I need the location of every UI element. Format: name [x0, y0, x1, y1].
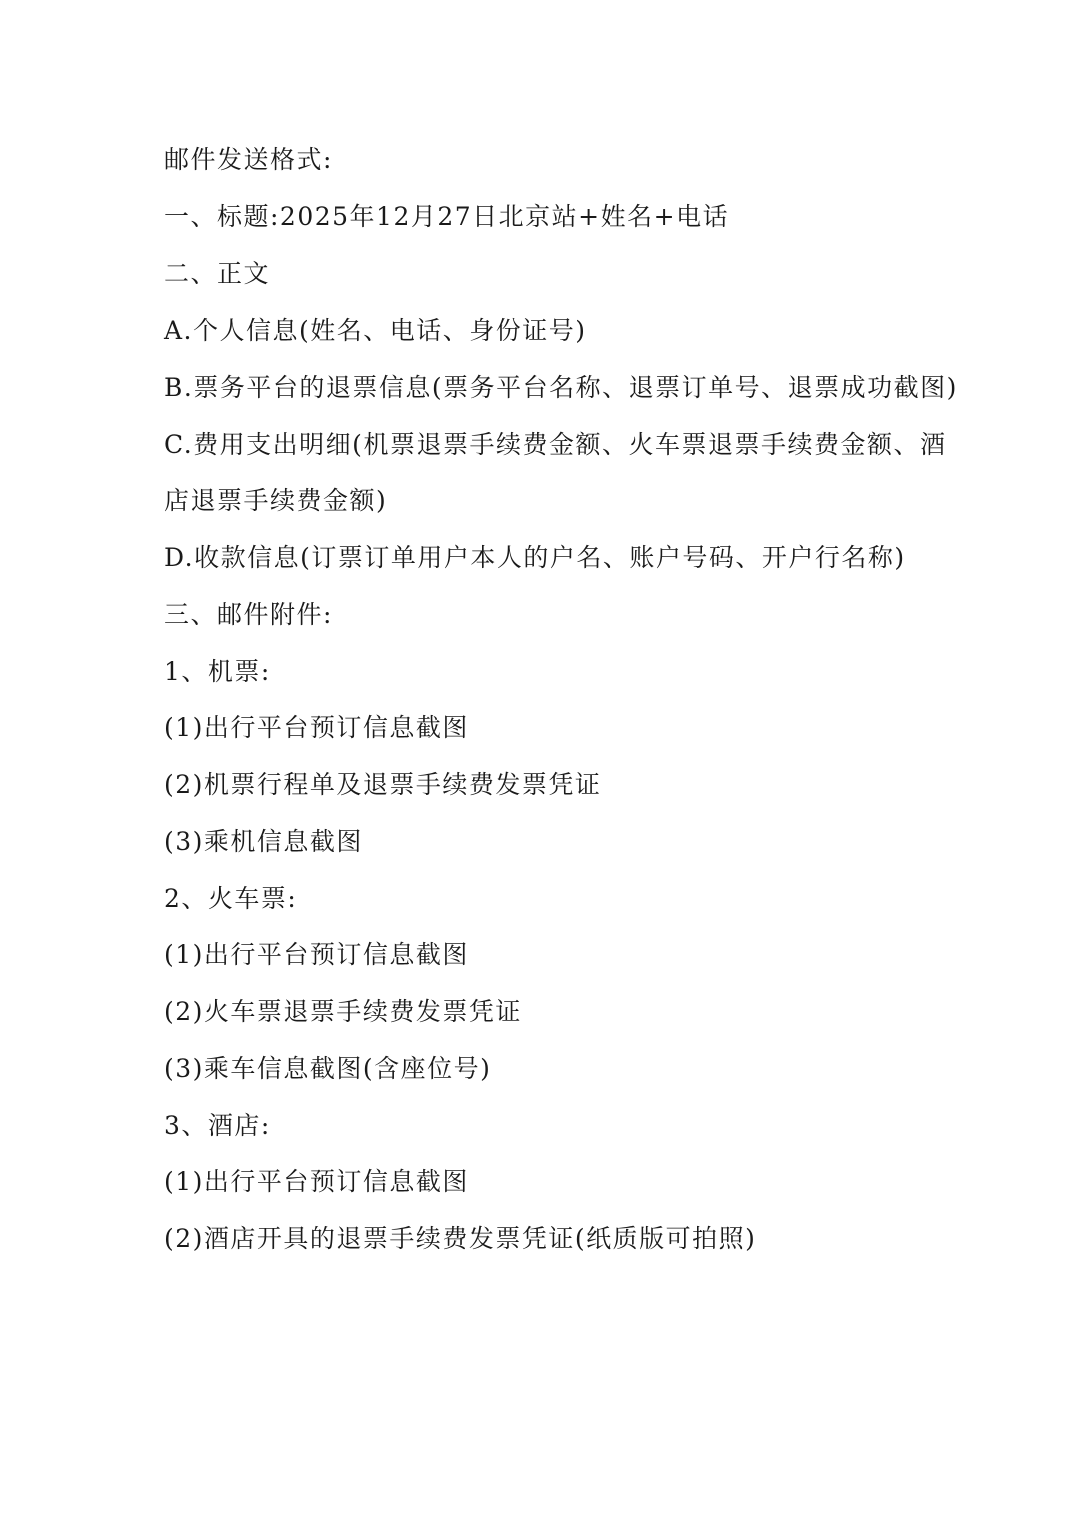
- attachment-air-item: (3)乘机信息截图: [164, 827, 363, 856]
- body-item-d: D.收款信息(订票订单用户本人的户名、账户号码、开户行名称): [164, 543, 906, 572]
- attachment-group-air-title: 1、机票:: [164, 657, 271, 686]
- body-item-a: A.个人信息(姓名、电话、身份证号): [164, 316, 587, 345]
- section-title-body: 二、正文: [164, 259, 271, 288]
- attachment-air-item: (2)机票行程单及退票手续费发票凭证: [164, 770, 602, 799]
- section-title-attachments: 三、邮件附件:: [164, 600, 333, 629]
- section-title-subject: 一、标题:2025年12月27日北京站+姓名+电话: [164, 202, 730, 231]
- attachment-hotel-item: (2)酒店开具的退票手续费发票凭证(纸质版可拍照): [164, 1224, 757, 1253]
- attachment-group-hotel-title: 3、酒店:: [164, 1111, 271, 1140]
- attachment-air-item: (1)出行平台预订信息截图: [164, 713, 469, 742]
- attachment-group-train-title: 2、火车票:: [164, 884, 298, 913]
- document-heading: 邮件发送格式:: [164, 145, 333, 174]
- attachment-hotel-item: (1)出行平台预订信息截图: [164, 1167, 469, 1196]
- attachment-train-item: (2)火车票退票手续费发票凭证: [164, 997, 522, 1026]
- attachment-train-item: (1)出行平台预订信息截图: [164, 940, 469, 969]
- body-item-c-line1: C.费用支出明细(机票退票手续费金额、火车票退票手续费金额、酒: [164, 430, 947, 459]
- body-item-c-line2: 店退票手续费金额): [164, 486, 388, 515]
- attachment-train-item: (3)乘车信息截图(含座位号): [164, 1054, 492, 1083]
- body-item-b: B.票务平台的退票信息(票务平台名称、退票订单号、退票成功截图): [164, 373, 958, 402]
